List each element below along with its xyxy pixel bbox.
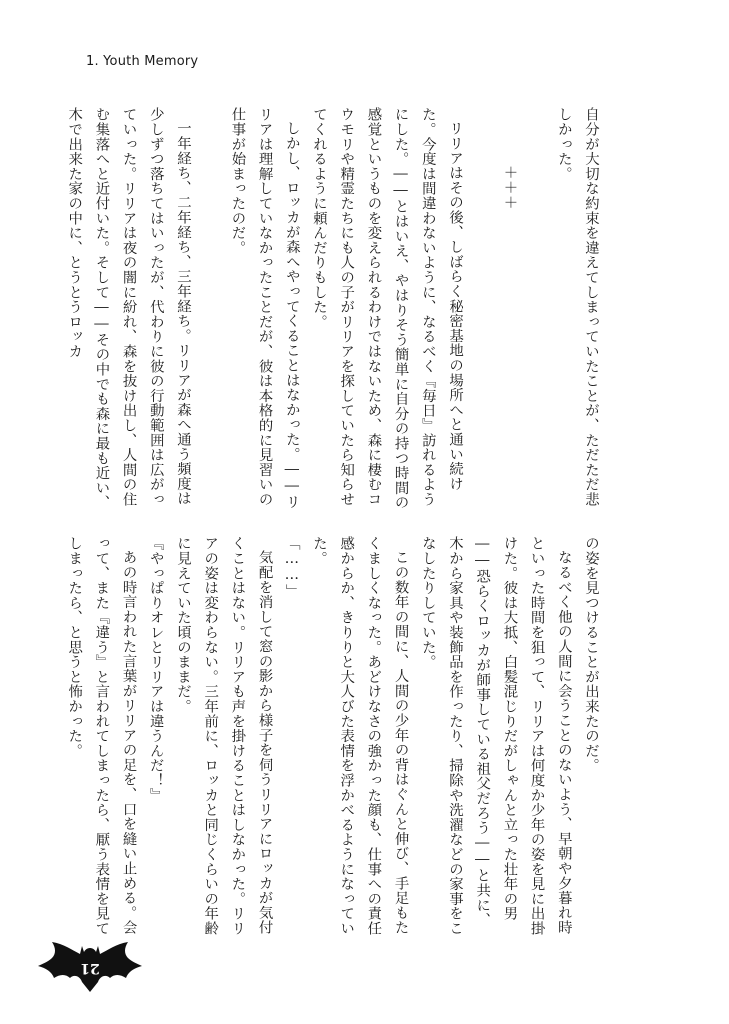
paragraph: 気配を消して窓の影から様子を伺うリリアにロッカが気付くことはない。リリアも声を掛けることはしなかった。リリアの姿は変わらない。三年前に、ロッカと同じくらいの年齢に見えていた頃のままだ。 <box>174 536 273 936</box>
paragraph: なるべく他の人間に会うことのないよう、早朝や夕暮れ時といった時間を狙って、リリアは何度か少年の姿を見に出掛けた。彼は大抵、白髪混じりだがしゃんと立った壮年の男――恐らくロッカが師事している祖父だろう――と共に、木から家具や装飾品を作ったり、掃除や洗濯などの家事をこなしたりしていた。 <box>419 536 572 936</box>
paragraph: の姿を見つけることが出来たのだ。 <box>583 536 599 773</box>
dialogue-line: 『やっぱりオレとリリアは違うんだ！』 <box>147 536 164 803</box>
page-number: 21 <box>80 960 100 976</box>
paragraph: 自分が大切な約束を違えてしまっていたことが、ただただ悲しかった。 <box>555 107 599 507</box>
text-block-bottom <box>66 536 604 940</box>
blank-line <box>522 107 549 511</box>
paragraph: この数年の間に、人間の少年の背はぐんと伸び、手足もたくましくなった。あどけなさの強かった顔も、仕事への責任感からか、きりりと大人びた表情を浮かべるようになっていた。 <box>310 536 409 936</box>
folio <box>38 936 142 994</box>
text-block-top <box>66 107 604 511</box>
paragraph: あの時言われた言葉がリリアの足を、口を縫い止める。会って、また『違う』と言われてしまったら、厭う表情を見てしまったら、と思うと怖かった。 <box>66 536 137 936</box>
blank-line <box>468 107 495 511</box>
scene-separator: ＋＋＋ <box>501 164 518 209</box>
blank-line <box>196 107 223 511</box>
paragraph: しかし、ロッカが森へやってくることはなかった。――リリアは理解していなかったことだが、彼は本格的に見習いの仕事が始まったのだ。 <box>229 107 300 510</box>
dialogue-line: 「……」 <box>283 536 300 599</box>
paragraph: リリアはその後、しばらく秘密基地の場所へと通い続けた。今度は間違わないように、なるべく『毎日』訪れるようにした。――とはいえ、やはりそう簡単に自分の持つ時間の感覚というものを変えられるわけではないため、森に棲むコウモリや精霊たちにも人の子がリリアを探していたら知らせてくれるように頼んだりもした。 <box>311 107 464 510</box>
paragraph: 一年経ち、二年経ち、三年経ち。リリアが森へ通う頻度は少しずつ落ちてはいったが、代わりに彼の行動範囲は広がっていった。リリアは夜の闇に紛れ、森を抜け出し、人間の住む集落へと近付いた。そして――その中でも森に最も近い、木で出来た家の中に、とうとうロッカ <box>66 107 191 510</box>
running-head-chapter: 1. Youth Memory <box>86 54 199 69</box>
